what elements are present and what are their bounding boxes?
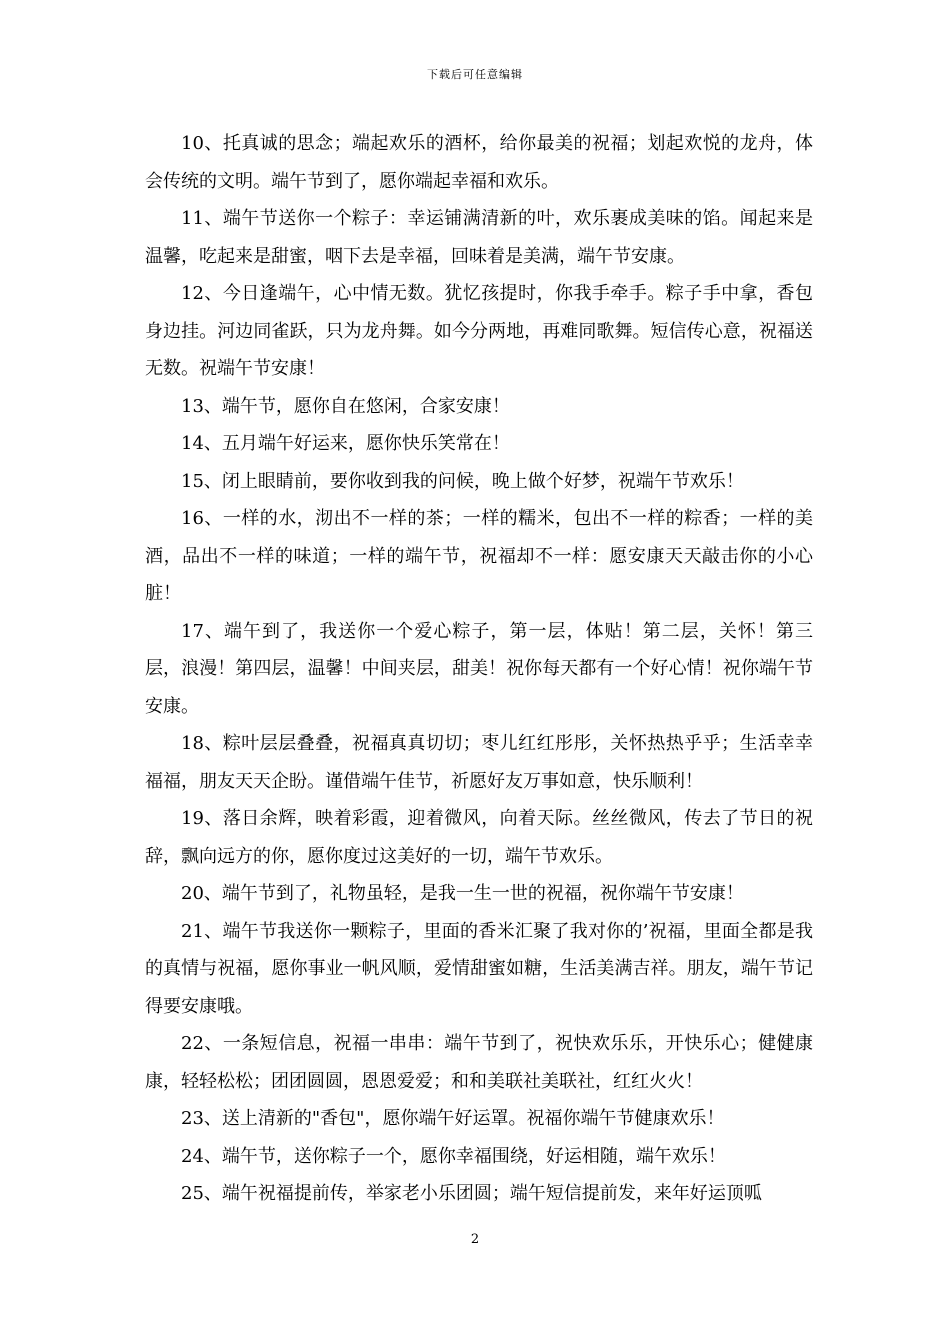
paragraph-11: 11、端午节送你一个粽子：幸运铺满清新的叶，欢乐裹成美味的馅。闻起来是温馨，吃起来是甜蜜，咽下去是幸福，回味着是美满，端午节安康。	[145, 208, 813, 267]
paragraph-13: 13、端午节，愿你自在悠闲，合家安康！	[181, 395, 510, 417]
paragraph-16: 16、一样的水，沏出不一样的茶；一样的糯米，包出不一样的粽香；一样的美酒，品出不一样的味道；一样的端午节，祝福却不一样：愿安康天天敲击你的小心脏！	[145, 508, 813, 604]
paragraph-22: 22、一条短信息，祝福一串串：端午节到了，祝快欢乐乐，开快乐心；健健康康，轻轻松松；团团圆圆，恩恩爱爱；和和美联社美联社，红红火火！	[145, 1033, 813, 1092]
page-number: 2	[470, 1232, 480, 1247]
paragraph-18: 18、粽叶层层叠叠，祝福真真切切；枣儿红红彤彤，关怀热热乎乎；生活幸幸福福，朋友天天企盼。谨借端午佳节，祈愿好友万事如意，快乐顺利！	[145, 733, 813, 792]
paragraph-14: 14、五月端午好运来，愿你快乐笑常在！	[181, 433, 510, 454]
paragraph-21: 21、端午节我送你一颗粽子，里面的香米汇聚了我对你的’祝福，里面全都是我的真情与祝福，愿你事业一帆风顺，爱情甜蜜如糖，生活美满吉祥。朋友，端午节记得要安康哦。	[145, 920, 813, 1017]
paragraph-15: 15、闭上眼睛前，要你收到我的问候，晚上做个好梦，祝端午节欢乐！	[181, 470, 744, 492]
paragraph-25: 25、端午祝福提前传，举家老小乐团圆；端午短信提前发，来年好运顶呱	[181, 1183, 762, 1204]
page-header-note: 下载后可任意编辑	[427, 68, 523, 81]
paragraph-10: 10、托真诚的思念；端起欢乐的酒杯，给你最美的祝福；划起欢悦的龙舟，体会传统的文明。端午节到了，愿你端起幸福和欢乐。	[145, 133, 813, 192]
paragraph-24: 24、端午节，送你粽子一个，愿你幸福围绕，好运相随，端午欢乐！	[181, 1145, 726, 1167]
paragraph-12: 12、今日逢端午，心中情无数。犹忆孩提时，你我手牵手。粽子手中拿，香包身边挂。河边同雀跃，只为龙舟舞。如今分两地，再难同歌舞。短信传心意，祝福送无数。祝端午节安康！	[145, 283, 813, 379]
paragraph-19: 19、落日余辉，映着彩霞，迎着微风，向着天际。丝丝微风，传去了节日的祝辞，飘向远方的你，愿你度过这美好的一切，端午节欢乐。	[145, 808, 813, 867]
paragraph-20: 20、端午节到了，礼物虽轻，是我一生一世的祝福，祝你端午节安康！	[181, 883, 744, 904]
paragraph-23: 23、送上清新的"香包"，愿你端午好运罩。祝福你端午节健康欢乐！	[181, 1108, 725, 1129]
document-body	[145, 125, 813, 1213]
paragraph-17: 17、端午到了，我送你一个爱心粽子，第一层，体贴！第二层，关怀！第三层，浪漫！第四层，温馨！中间夹层，甜美！祝你每天都有一个好心情！祝你端午节安康。	[145, 620, 813, 717]
